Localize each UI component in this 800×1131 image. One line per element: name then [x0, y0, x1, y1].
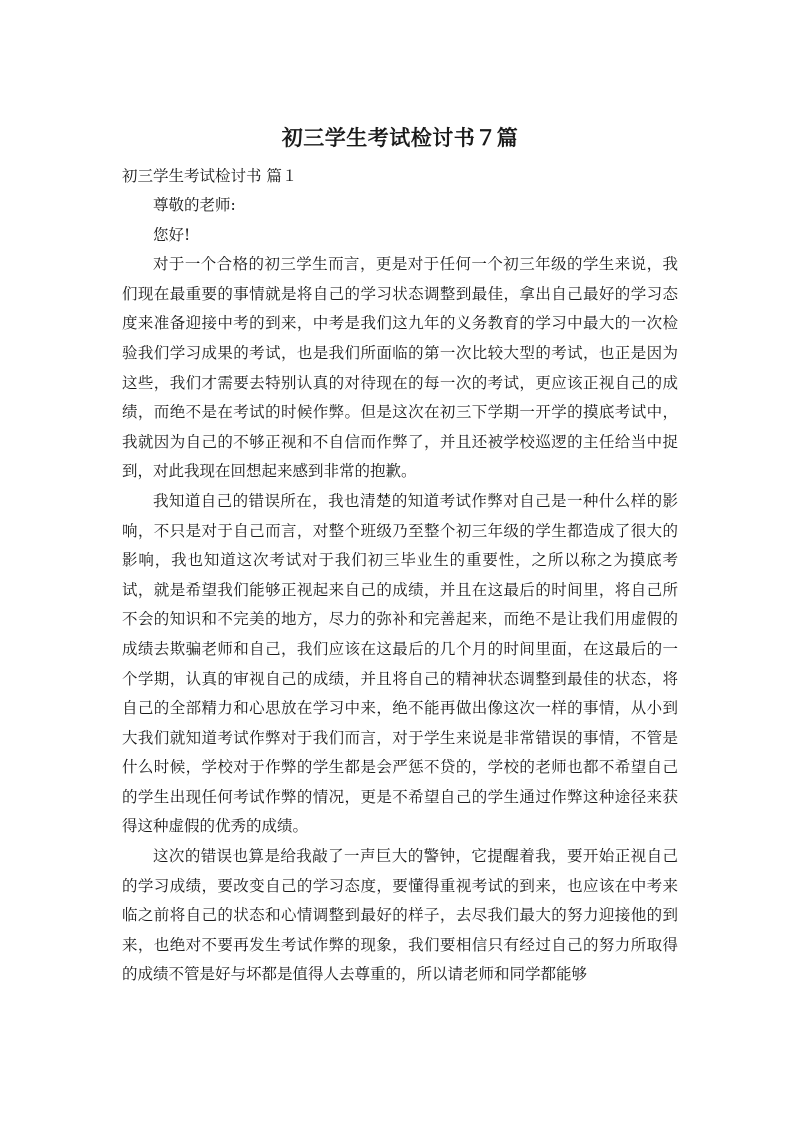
- body-paragraph: 对于一个合格的初三学生而言，更是对于任何一个初三年级的学生来说，我们现在最重要的事情就是将自己的学习状态调整到最佳，拿出自己最好的学习态度来准备迎接中考的到来，中考是我们这九年的义务教育的学习中最大的一次检验我们学习成果的考试，也是我们所面临的第一次比较大型的考试，也正是因为这些，我们才需要去特别认真的对待现在的每一次的考试，更应该正视自己的成绩，而绝不是在考试的时候作弊。但是这次在初三下学期一开学的摸底考试中，我就因为自己的不够正视和不自信而作弊了，并且还被学校巡逻的主任给当中捉到，对此我现在回想起来感到非常的抱歉。: [122, 255, 678, 481]
- body-paragraph: 我知道自己的错误所在，我也清楚的知道考试作弊对自己是一种什么样的影响，不只是对于自己而言，对整个班级乃至整个初三年级的学生都造成了很大的影响，我也知道这次考试对于我们初三毕业生的重要性，之所以称之为摸底考试，就是希望我们能够正视起来自己的成绩，并且在这最后的时间里，将自己所不会的知识和不完美的地方，尽力的弥补和完善起来，而绝不是让我们用虚假的成绩去欺骗老师和自己，我们应该在这最后的几个月的时间里面，在这最后的一个学期，认真的审视自己的成绩，并且将自己的精神状态调整到最佳的状态，将自己的全部精力和心思放在学习中来，绝不能再做出像这次一样的事情，从小到大我们就知道考试作弊对于我们而言，对于学生来说是非常错误的事情，不管是什么时候，学校对于作弊的学生都是会严惩不贷的，学校的老师也都不希望自己的学生出现任何考试作弊的情况，更是不希望自己的学生通过作弊这种途径来获得这种虚假的优秀的成绩。: [122, 491, 678, 836]
- greeting: 您好!: [153, 225, 191, 244]
- document-title: 初三学生考试检讨书７篇: [281, 126, 519, 150]
- body-paragraph: 这次的错误也算是给我敲了一声巨大的警钟，它提醒着我，要开始正视自己的学习成绩，要改变自己的学习态度，要懂得重视考试的到来，也应该在中考来临之前将自己的状态和心情调整到最好的样子，去尽我们最大的努力迎接他的到来，也绝对不要再发生考试作弊的现象，我们要相信只有经过自己的努力所取得的成绩不管是好与坏都是值得人去尊重的，所以请老师和同学都能够: [122, 847, 678, 984]
- section-heading: 初三学生考试检讨书 篇１: [122, 167, 298, 185]
- salutation: 尊敬的老师:: [153, 196, 236, 214]
